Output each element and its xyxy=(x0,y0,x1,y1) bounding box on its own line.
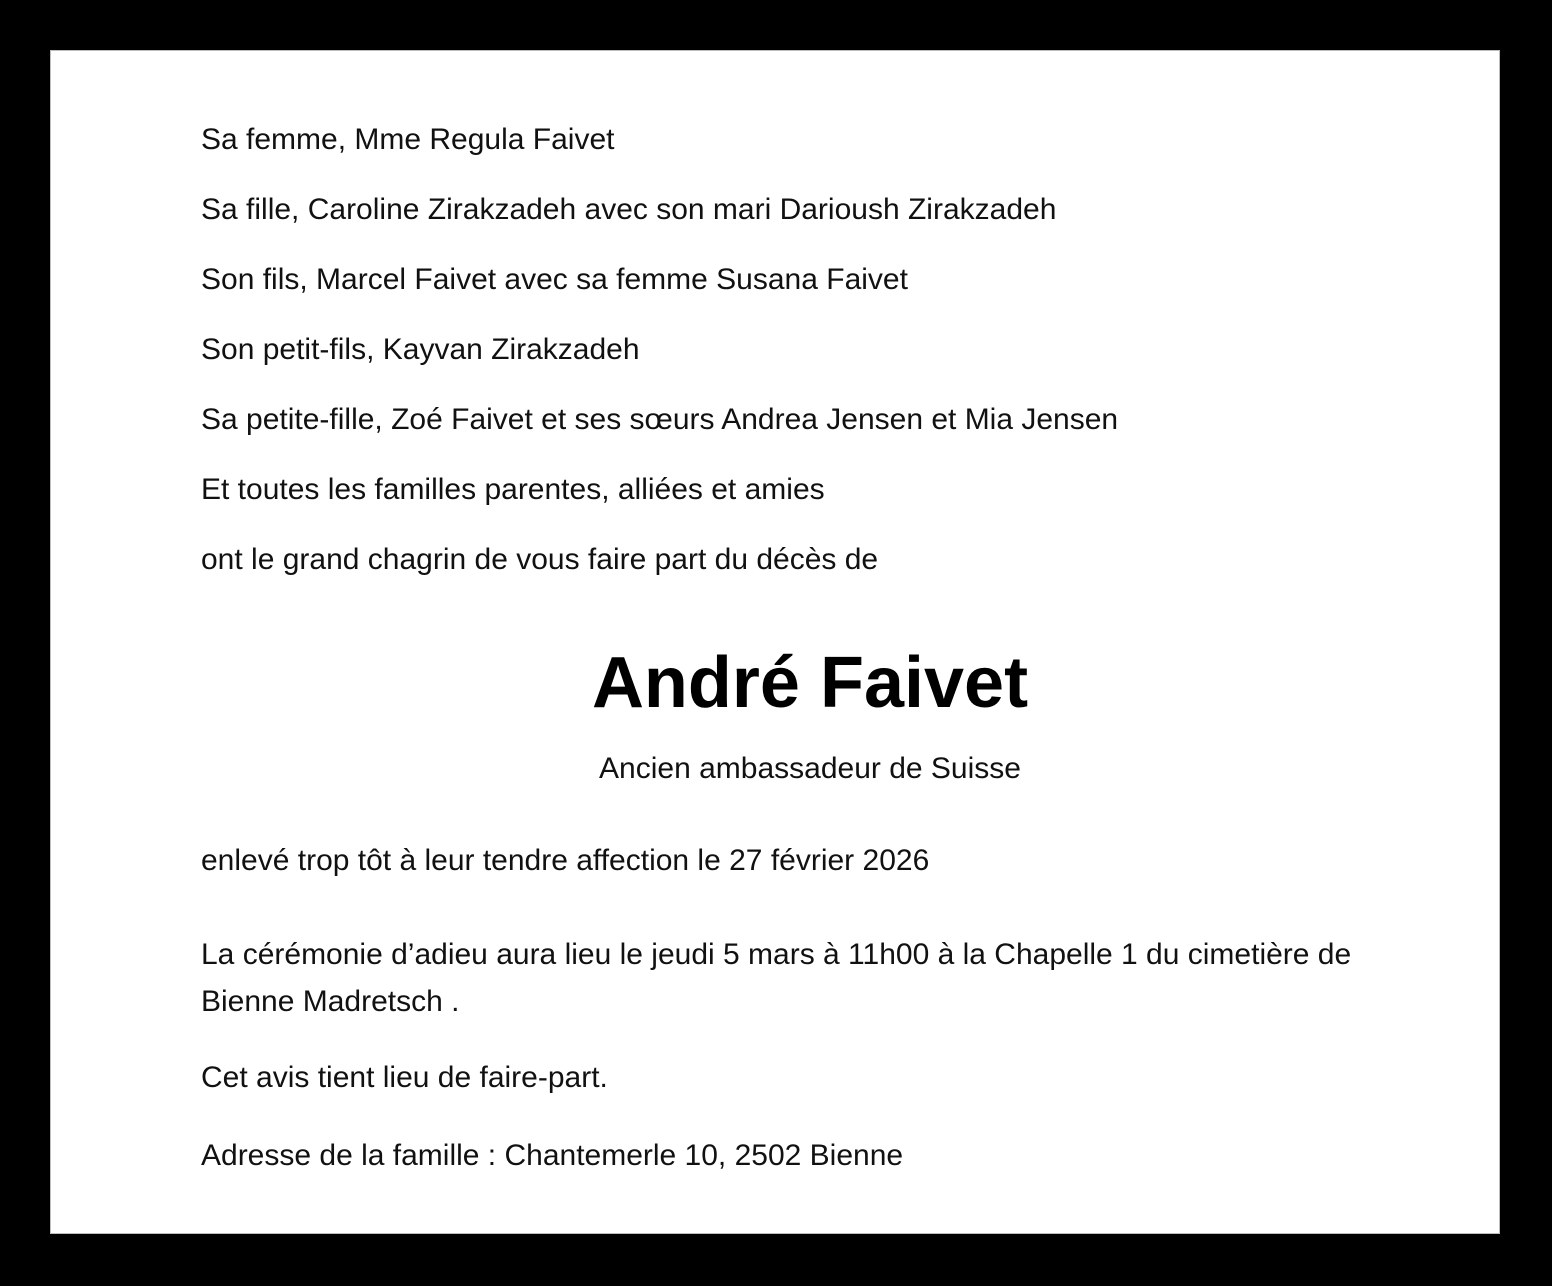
family-line-granddaughter: Sa petite-fille, Zoé Faivet et ses sœurs Andrea Jensen et Mia Jensen xyxy=(201,403,1119,436)
family-line-grandson: Son petit-fils, Kayvan Zirakzadeh xyxy=(201,333,640,366)
notice-line: Cet avis tient lieu de faire-part. xyxy=(201,1061,608,1094)
family-line-daughter: Sa fille, Caroline Zirakzadeh avec son mari Darioush Zirakzadeh xyxy=(201,193,1057,226)
family-line-son: Son fils, Marcel Faivet avec sa femme Susana Faivet xyxy=(201,263,908,296)
ceremony-paragraph: La cérémonie d’adieu aura lieu le jeudi 5 mars à 11h00 à la Chapelle 1 du cimetière de Bienne Madretsch . xyxy=(201,938,1352,1018)
deceased-name: André Faivet xyxy=(591,643,1029,723)
deceased-title: Ancien ambassadeur de Suisse xyxy=(599,752,1021,785)
family-line-relatives: Et toutes les familles parentes, alliées et amies xyxy=(201,473,825,506)
death-date-line: enlevé trop tôt à leur tendre affection le 27 février 2026 xyxy=(201,844,930,877)
announcement-line: ont le grand chagrin de vous faire part du décès de xyxy=(201,543,879,576)
family-address: Adresse de la famille : Chantemerle 10, 2502 Bienne xyxy=(201,1139,904,1172)
family-line-wife: Sa femme, Mme Regula Faivet xyxy=(201,123,615,156)
